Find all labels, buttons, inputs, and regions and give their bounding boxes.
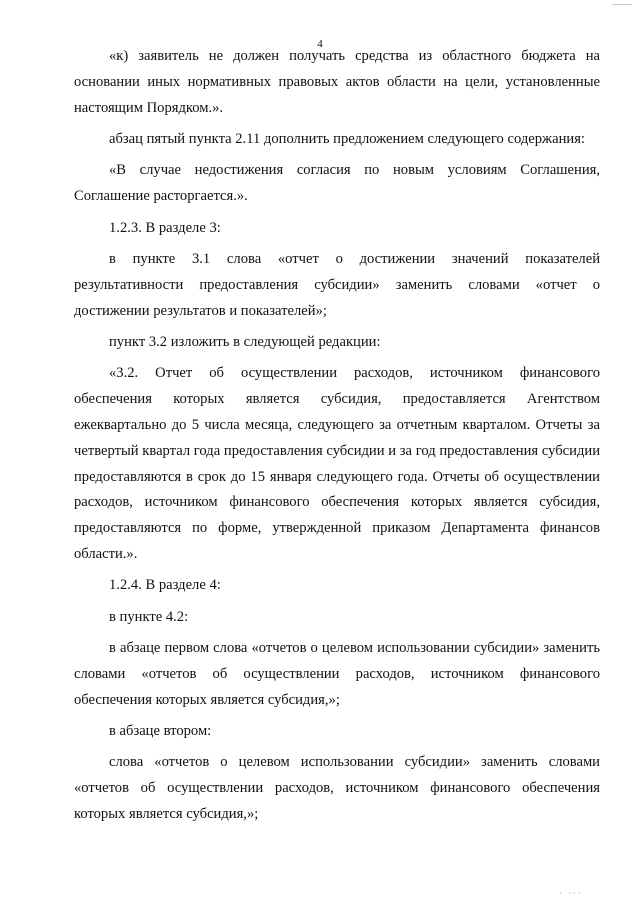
paragraph-2-11-amendment: абзац пятый пункта 2.11 дополнить предложением следующего содержания: — [109, 130, 585, 147]
paragraph-first-abzac: в абзаце первом слова «отчетов о целевом использовании субсидии» заменить словами «отчетов об осуществлении расходов, источником финансового обеспечения которых является субсидия,»; — [74, 640, 600, 708]
page-number: 4 — [317, 38, 323, 50]
scan-corner-mark — [612, 0, 632, 5]
paragraph-second-abzac-text: слова «отчетов о целевом использовании субсидии» заменить словами «отчетов об осуществлении расходов, источником финансового обеспечения которых является субсидия,»; — [74, 754, 600, 823]
paragraph-k-clause: «к) заявитель не должен получать средства из областного бюджета на основании иных нормативных правовых актов области на цели, установленные настоящим Порядком.». — [74, 48, 600, 116]
section-heading-1-2-4: 1.2.4. В разделе 4: — [109, 577, 221, 594]
paragraph-3-2-intro: пункт 3.2 изложить в следующей редакции: — [109, 333, 381, 350]
section-heading-1-2-3: 1.2.3. В разделе 3: — [109, 219, 221, 236]
paragraph-second-abzac-intro: в абзаце втором: — [109, 723, 212, 740]
paragraph-4-2-intro: в пункте 4.2: — [109, 608, 189, 625]
paragraph-agreement-termination: «В случае недостижения согласия по новым условиям Соглашения, Соглашение расторгается.». — [74, 162, 600, 205]
footer-scan-mark: · ··· — [558, 890, 582, 897]
document-body — [74, 44, 600, 833]
paragraph-3-2-text: «3.2. Отчет об осуществлении расходов, источником финансового обеспечения которых является субсидия, предоставляется Агентством ежеквартально до 5 числа месяца, следующего за отчетным кварталом. Отчеты за четвертый квартал года предоставления субсидии и за год предоставления субсидии предоставляются в срок до 15 января следующего года. Отчеты об осуществлении расходов, источником финансового обеспечения которых является субсидия, предоставляются по форме, утвержденной приказом Департамента финансов области.». — [74, 365, 600, 562]
paragraph-3-1-amendment: в пункте 3.1 слова «отчет о достижении значений показателей результативности предоставления субсидии» заменить словами «отчет о достижении результатов и показателей»; — [74, 250, 600, 319]
